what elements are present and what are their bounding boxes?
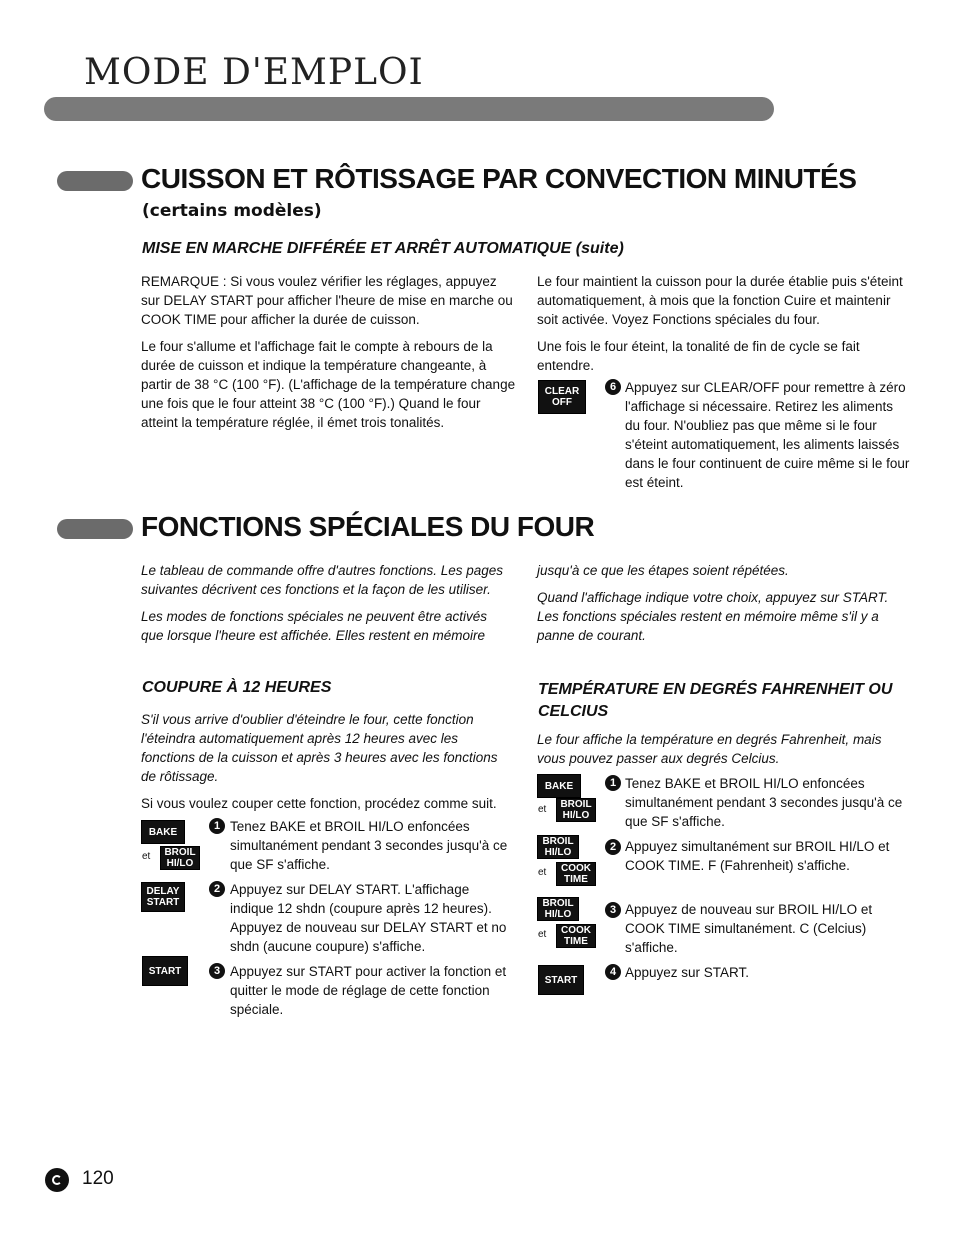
temperature-description — [537, 730, 907, 776]
bake-button: BAKE — [141, 820, 185, 844]
shutoff-step-3: Appuyez sur START pour activer la fonction et quitter le mode de réglage de cette fonction spéciale. — [230, 964, 507, 1017]
bake-button: BAKE — [537, 774, 581, 798]
section-marker — [57, 519, 133, 539]
and-label: et — [538, 867, 547, 878]
step-number: 3 — [209, 963, 225, 979]
temperature-paragraph: Le four affiche la température en degrés Fahrenheit, mais vous pouvez passer aux degrés Celcius. — [537, 732, 882, 766]
section1-right-column — [537, 272, 907, 383]
section1-left-column — [141, 272, 516, 440]
temperature-step-3: Appuyez de nouveau sur BROIL HI/LO et COOK TIME simultanément. C (Celcius) s'affiche. — [625, 902, 873, 955]
heading-12h-shutoff: COUPURE À 12 HEURES — [142, 679, 332, 696]
step-number: 2 — [605, 839, 621, 855]
broil-hi-lo-button: BROIL HI/LO — [537, 897, 579, 921]
temperature-step-2: Appuyez simultanément sur BROIL HI/LO et COOK TIME. F (Fahrenheit) s'affiche. — [625, 839, 890, 873]
step-number: 4 — [605, 964, 621, 980]
intro-left-column — [141, 561, 511, 653]
intro-paragraph-4: Quand l'affichage indique votre choix, appuyez sur START. Les fonctions spéciales restent en mémoire même s'il y a panne de courant. — [537, 590, 889, 643]
lg-logo-icon — [45, 1168, 69, 1192]
shutoff-paragraph-2: Si vous voulez couper cette fonction, procédez comme suit. — [141, 796, 497, 811]
temperature-step-1: Tenez BAKE et BROIL HI/LO enfoncées simultanément pendant 3 secondes jusqu'à ce que SF s'affiche. — [625, 776, 903, 829]
broil-hi-lo-button: BROIL HI/LO — [537, 835, 579, 859]
page-number: 120 — [82, 1168, 114, 1189]
page-title: MODE D'EMPLOI — [84, 52, 424, 93]
heading-temperature-units: TEMPÉRATURE EN DEGRÉS FAHRENHEIT OU CELCIUS — [538, 681, 893, 720]
step-number: 3 — [605, 902, 621, 918]
temperature-step-4: Appuyez sur START. — [625, 965, 750, 980]
section-title-special-functions: FONCTIONS SPÉCIALES DU FOUR — [141, 511, 595, 542]
header-bar — [44, 97, 774, 121]
step-6-text: Appuyez sur CLEAR/OFF pour remettre à zéro l'affichage si nécessaire. Retirez les aliments du four. N'oubliez pas que même si le four s'éteint automatiquement, les aliments laissés dans le four continuent de cuire même si le four est éteint. — [625, 380, 910, 490]
broil-hi-lo-button: BROIL HI/LO — [556, 798, 596, 822]
step-number: 1 — [605, 775, 621, 791]
step-number: 2 — [209, 881, 225, 897]
cook-time-button: COOK TIME — [556, 862, 596, 886]
maintain-paragraph: Le four maintient la cuisson pour la durée établie puis s'éteint automatiquement, à mois que la fonction Cuire et maintenir soit activée. Voyez Fonctions spéciales du four. — [537, 274, 903, 327]
step-number: 1 — [209, 818, 225, 834]
intro-paragraph-1: Le tableau de commande offre d'autres fonctions. Les pages suivantes décrivent ces fonctions et la façon de les utiliser. — [141, 563, 504, 597]
shutoff-description — [141, 710, 513, 821]
start-button: START — [538, 965, 584, 995]
shutoff-paragraph-1: S'il vous arrive d'oublier d'éteindre le four, cette fonction l'éteindra automatiquement après 12 heures avec les fonctions de la cuisson et après 3 heures avec les fonctions de rôtissage. — [141, 712, 498, 784]
and-label: et — [538, 929, 547, 940]
and-label: et — [142, 851, 151, 862]
broil-hi-lo-button: BROIL HI/LO — [160, 846, 200, 870]
intro-paragraph-2: Les modes de fonctions spéciales ne peuvent être activés que lorsque l'heure est affichée. Elles restent en mémoire — [141, 609, 487, 643]
shutoff-step-2: Appuyez sur DELAY START. L'affichage indique 12 shdn (coupure après 12 heures). Appuyez de nouveau sur DELAY START et no shdn (aucune coupure) s'affiche. — [230, 882, 507, 954]
cook-time-button: COOK TIME — [556, 924, 596, 948]
intro-right-column — [537, 561, 907, 653]
section-subtitle: (certains modèles) — [142, 201, 322, 221]
delay-start-button: DELAY START — [141, 882, 185, 912]
countdown-paragraph: Le four s'allume et l'affichage fait le compte à rebours de la durée de cuisson et indique la température changeante, à partir de 38 °C (100 °F). (L'affichage de la température change une fois que le four atteint 38 °C (100 °F).) Quand le four atteint la température réglée, il émet trois tonalités. — [141, 339, 516, 430]
note-paragraph: REMARQUE : Si vous voulez vérifier les réglages, appuyez sur DELAY START pour afficher l'heure de mise en marche ou COOK TIME pour afficher la durée de cuisson. — [141, 274, 513, 327]
start-button: START — [142, 956, 188, 986]
clear-off-button: CLEAR OFF — [538, 380, 586, 414]
shutoff-step-1: Tenez BAKE et BROIL HI/LO enfoncées simultanément pendant 3 secondes jusqu'à ce que SF s'affiche. — [230, 819, 508, 872]
intro-paragraph-3: jusqu'à ce que les étapes soient répétées. — [537, 563, 789, 578]
section-title-convection: CUISSON ET RÔTISSAGE PAR CONVECTION MINUTÉS — [141, 163, 857, 194]
subheading-delay-start: MISE EN MARCHE DIFFÉRÉE ET ARRÊT AUTOMATIQUE (suite) — [142, 240, 624, 257]
and-label: et — [538, 804, 547, 815]
step-number: 6 — [605, 379, 621, 395]
end-tone-paragraph: Une fois le four éteint, la tonalité de fin de cycle se fait entendre. — [537, 339, 860, 373]
section-marker — [57, 171, 133, 191]
